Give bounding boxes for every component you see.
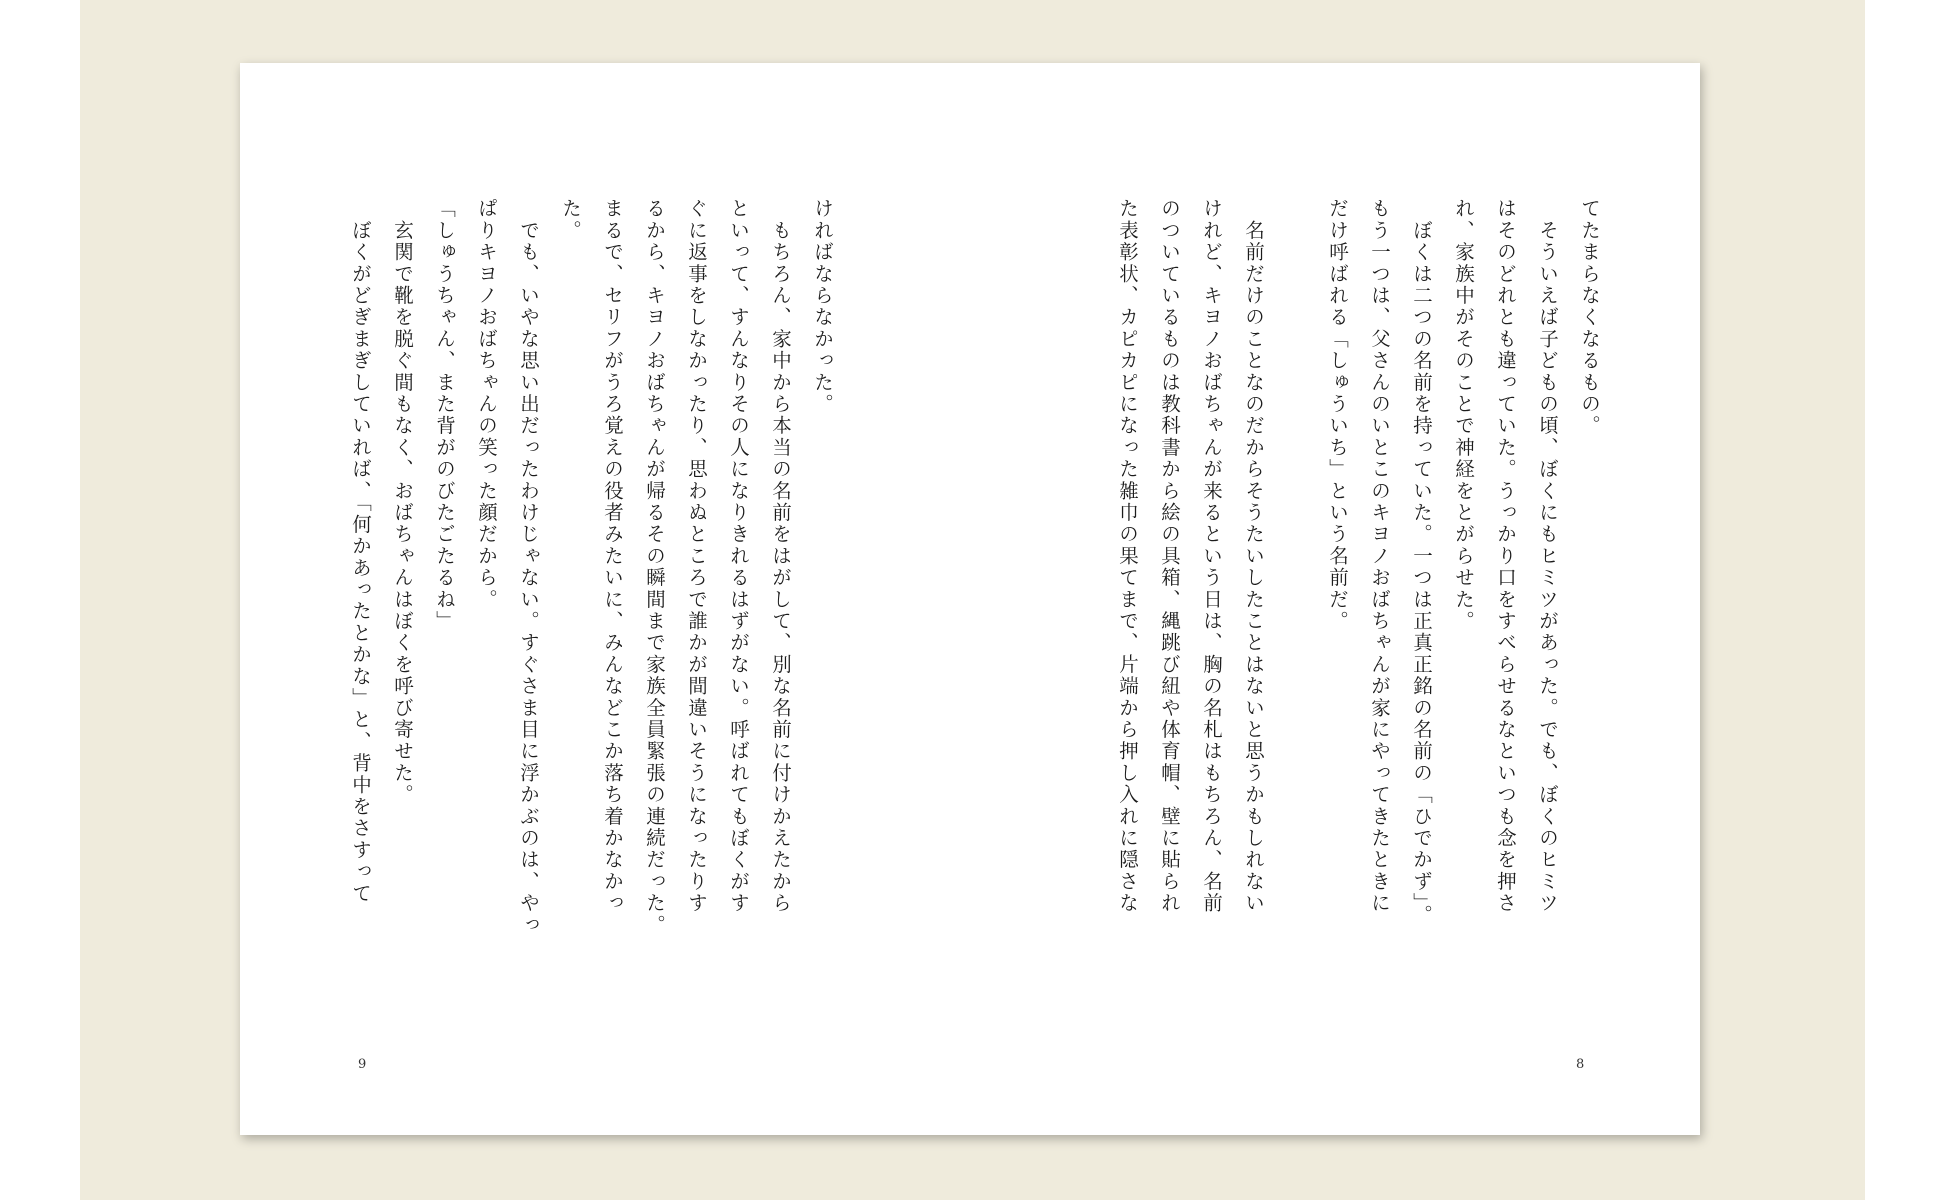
left-page-body: ければならなかった。 もちろん、家中から本当の名前をはがして、別な名前に付けかえたから といって、すんなりその人になりきれるはずがない。呼ばれてもぼくがす ぐに返事をしなかったり、思わぬところで誰かが間違いそうになったりす るから、キヨノおばちゃんが帰るその瞬間まで家族全員緊張の連続だった。 まるで、セリフがうろ覚えの役者みたいに、みんなどこか落ち着かなかっ た。 でも、いやな思い出だったわけじゃない。すぐさま目に浮かぶのは、やっ ぱりキヨノおばちゃんの笑った顔だから。 「しゅうちゃん、また背がのびたごたるね」 玄関で靴を脱ぐ間もなく、おばちゃんはぼくを呼び寄せた。 ぼくがどぎまぎしていれば、「何かあったとかな」と、背中をさすって — [349, 198, 834, 936]
book-spread — [240, 63, 1700, 1135]
left-page-number: 9 — [358, 1057, 367, 1072]
right-page-body: てたまらなくなるもの。 そういえば子どもの頃、ぼくにもヒミツがあった。でも、ぼくのヒミツ はそのどれとも違っていた。うっかり口をすべらせるなといつも念を押さ れ、家族中がそのことで神経をとがらせた。 ぼくは二つの名前を持っていた。一つは正真正銘の名前の「ひでかず」。 もう一つは、父さんのいとこのキヨノおばちゃんが家にやってきたときに だけ呼ばれる「しゅういち」という名前だ。 名前だけのことなのだからそうたいしたことはないと思うかもしれない けれど、キヨノおばちゃんが来るという日は、胸の名札はもちろん、名前 のついているものは教科書から絵の具箱、縄跳び紐や体育帽、壁に貼られ た表彰状、カピカピになった雑巾の果てまで、片端から押し入れに隠さな — [1116, 198, 1601, 927]
right-page-number: 8 — [1576, 1057, 1585, 1072]
